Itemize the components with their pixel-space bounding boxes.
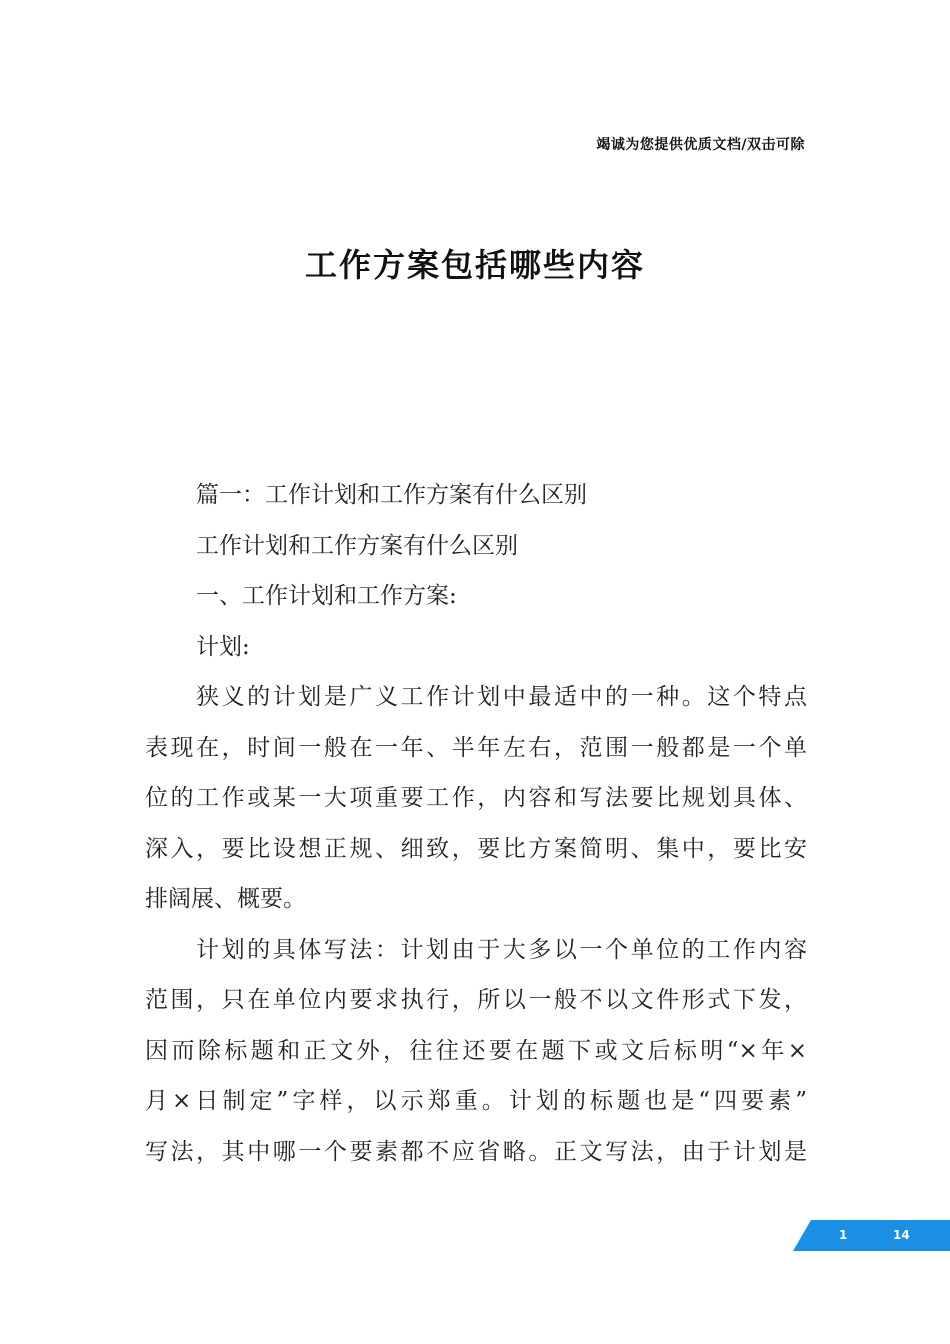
- body-line: [145, 521, 807, 572]
- body-line-text: 计划:: [196, 633, 250, 660]
- footer-band-shape: [793, 1220, 950, 1251]
- body-line: [145, 1127, 807, 1178]
- header-note: 竭诚为您提供优质文档/双击可除: [596, 137, 805, 153]
- body-line: [145, 672, 807, 723]
- document-body: [145, 470, 807, 1177]
- page-number-total: 14: [893, 1228, 910, 1242]
- body-line-text: 深入，要比设想正规、细致，要比方案简明、集中，要比安: [145, 835, 807, 862]
- body-line-text: 位的工作或某一大项重要工作，内容和写法要比规划具体、: [145, 785, 807, 811]
- body-line-text: 月×日制定”字样，以示郑重。计划的标题也是“四要素”: [145, 1088, 807, 1114]
- body-line-text: 表现在，时间一般在一年、半年左右，范围一般都是一个单: [145, 734, 807, 761]
- body-line: [145, 1026, 807, 1077]
- page-footer: [793, 1220, 950, 1251]
- body-line: [145, 975, 807, 1026]
- document-title: 工作方案包括哪些内容: [304, 246, 645, 284]
- body-line: [145, 723, 807, 774]
- body-line: [145, 874, 807, 925]
- body-line: [145, 622, 807, 673]
- body-line-text: 排阔展、概要。: [145, 886, 306, 912]
- body-line: [145, 1076, 807, 1127]
- body-line: [145, 571, 807, 622]
- body-line-text: 范围，只在单位内要求执行，所以一般不以文件形式下发，: [145, 987, 807, 1013]
- body-line-text: 一、工作计划和工作方案:: [196, 583, 457, 609]
- body-line: [145, 773, 807, 824]
- body-line-text: 工作计划和工作方案有什么区别: [196, 532, 518, 559]
- body-line: [145, 824, 807, 875]
- body-line-text: 计划的具体写法：计划由于大多以一个单位的工作内容: [196, 936, 807, 963]
- body-line-text: 篇一：工作计划和工作方案有什么区别: [196, 482, 587, 508]
- body-line-text: 因而除标题和正文外，往往还要在题下或文后标明“×年×: [145, 1037, 807, 1064]
- body-line-text: 写法，其中哪一个要素都不应省略。正文写法，由于计划是: [145, 1138, 807, 1165]
- page-number-current: 1: [839, 1228, 848, 1242]
- body-line-text: 狭义的计划是广义工作计划中最适中的一种。这个特点: [196, 684, 807, 710]
- body-line: [145, 925, 807, 976]
- body-line: [145, 470, 807, 521]
